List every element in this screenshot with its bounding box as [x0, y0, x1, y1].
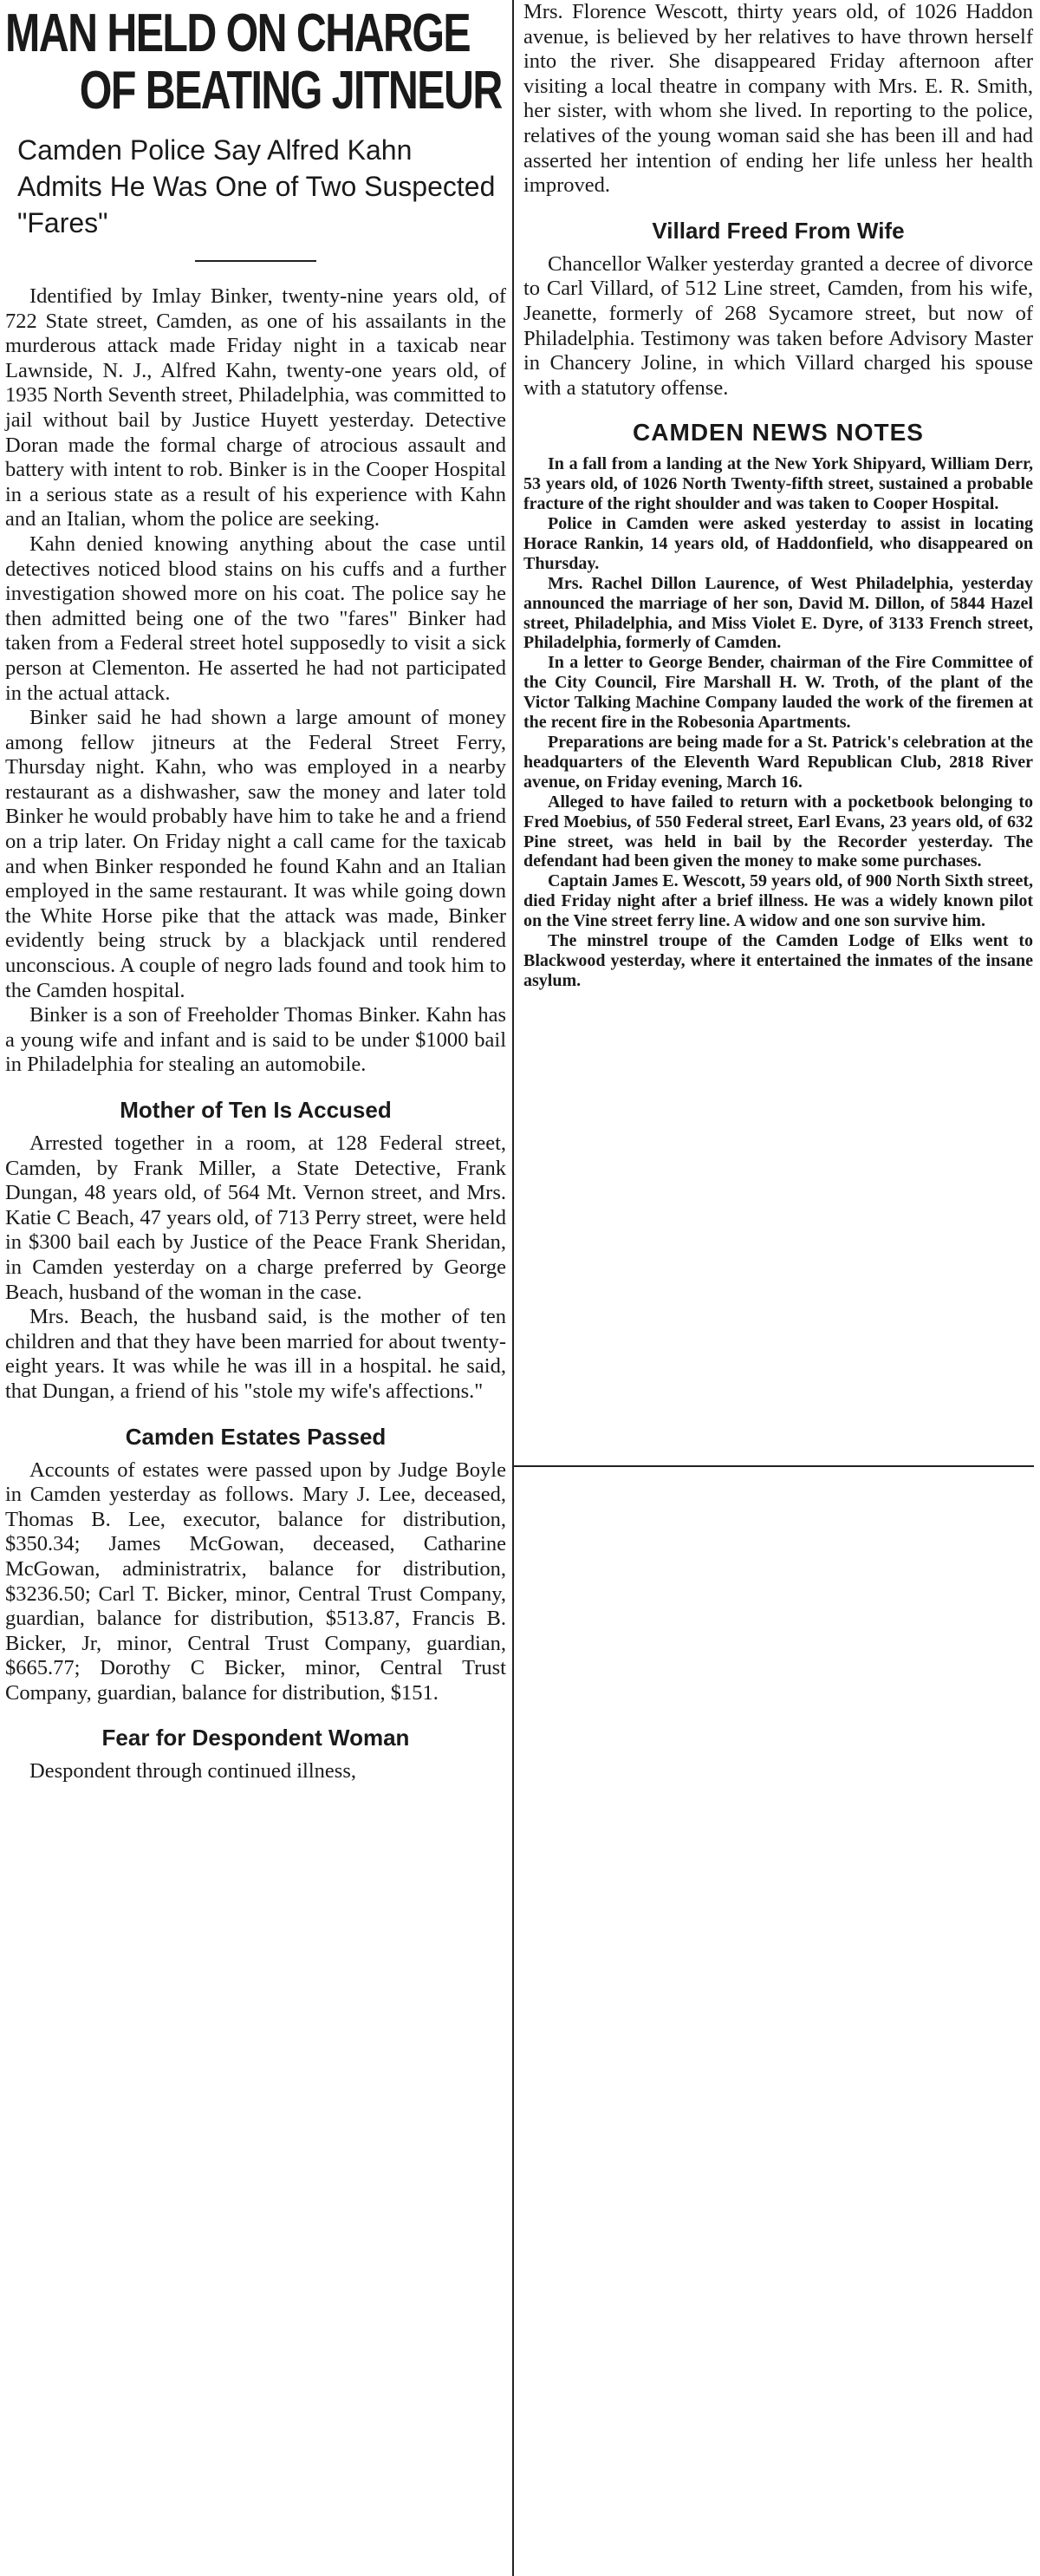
news-note-item: In a letter to George Bender, chairman of the Fire Committee of the City Council, Fire Marshall H. W. Troth, of the plant of the Victor Talking Machine Company lauded the work of the firemen at the recent fire in the Robesonia Apartments.	[523, 653, 1033, 733]
main-story-paragraph: Binker is a son of Freeholder Thomas Binker. Kahn has a young wife and infant and is said to be under $1000 bail in Philadelphia for stealing an automobile.	[5, 1003, 506, 1077]
news-note-item: Captain James E. Wescott, 59 years old, of 900 North Sixth street, died Friday night after a brief illness. He was a widely known pilot on the Vine street ferry line. A widow and one son survive him.	[523, 871, 1033, 931]
villard-paragraph: Chancellor Walker yesterday granted a decree of divorce to Carl Villard, of 512 Line street, Camden, from his wife, Jeanette, formerly of 268 Sycamore street, but now of Philadelphia. Testimony was taken before Advisory Master in Chancery Joline, in which Villard charged his spouse with a statutory offense.	[523, 251, 1033, 400]
estates-paragraph: Accounts of estates were passed upon by Judge Boyle in Camden yesterday as follows. Mary J. Lee, deceased, Thomas B. Lee, executor, balance for distribution, $350.34; James McGowan, deceased, Catharine McGowan, administratrix, balance for distribution, $3236.50; Carl T. Bicker, minor, Central Trust Company, guardian, balance for distribution, $513.87, Francis B. Bicker, Jr, minor, Central Trust Company, guardian, $665.77; Dorothy C Bicker, minor, Central Trust Company, guardian, balance for distribution, $151.	[5, 1458, 506, 1705]
news-note-item: In a fall from a landing at the New York Shipyard, William Derr, 53 years old, of 1026 North Twenty-fifth street, sustained a probable fracture of the right shoulder and was taken to Cooper Hospital.	[523, 454, 1033, 514]
deck-rule	[195, 260, 316, 262]
left-column	[5, 0, 506, 1784]
despondent-paragraph-start: Despondent through continued illness,	[29, 1759, 356, 1784]
headline-deck: Camden Police Say Alfred Kahn Admits He Was One of Two Suspected "Fares"	[17, 134, 496, 238]
mother-of-ten-paragraph: Mrs. Beach, the husband said, is the mother of ten children and that they have been married for about twenty-eight years. It was while he was ill in a hospital. he said, that Dungan, a friend of his "stole my wife's affections."	[5, 1305, 506, 1403]
headline-line-2: OF BEATING JITNEUR	[79, 61, 502, 121]
right-column	[523, 0, 1033, 991]
news-note-item: Mrs. Rachel Dillon Laurence, of West Philadelphia, yesterday announced the marriage of her son, David M. Dillon, of 5844 Hazel street, Philadelphia, and Miss Violet E. Dyre, of 3133 French street, Philadelphia, formerly of Camden.	[523, 573, 1033, 653]
villard-title: Villard Freed From Wife	[652, 217, 905, 244]
mother-of-ten-title: Mother of Ten Is Accused	[120, 1097, 392, 1123]
main-story-paragraph: Identified by Imlay Binker, twenty-nine years old, of 722 State street, Camden, as one of his assailants in the murderous attack made Friday night in a taxicab near Lawnside, N. J., Alfred Kahn, twenty-one years old, of 1935 North Seventh street, Philadelphia, was committed to jail without bail by Justice Huyett yesterday. Detective Doran made the formal charge of atrocious assault and battery with intent to rob. Binker is in the Cooper Hospital in a serious state as a result of his experience with Kahn and an Italian, whom the police are seeking.	[5, 284, 506, 532]
main-story	[5, 284, 506, 1078]
despondent-title: Fear for Despondent Woman	[101, 1725, 410, 1751]
column-end-rule	[514, 1465, 1034, 1467]
despondent-paragraph-continued: Mrs. Florence Wescott, thirty years old, of 1026 Haddon avenue, is believed by her relatives to have thrown herself into the river. She disappeared Friday afternoon after visiting a local theatre in company with Mrs. E. R. Smith, her sister, with whom she lived. In reporting to the police, relatives of the young woman said she has been ill and had asserted her intention of ending her life unless her health improved.	[523, 0, 1033, 198]
estates-title: Camden Estates Passed	[125, 1423, 387, 1450]
mother-of-ten-paragraph: Arrested together in a room, at 128 Federal street, Camden, by Frank Miller, a State Detective, Frank Dungan, 48 years old, of 564 Mt. Vernon street, and Mrs. Katie C Beach, 47 years old, of 713 Perry street, were held in $300 bail each by Justice of the Peace Frank Sheridan, in Camden yesterday on a charge preferred by George Beach, husband of the woman in the case.	[5, 1131, 506, 1304]
news-note-item: Alleged to have failed to return with a pocketbook belonging to Fred Moebius, of 550 Federal street, Earl Evans, 23 years old, of 632 Pine street, was held in bail by the Recorder yesterday. The defendant had been given the money to make some purchases.	[523, 792, 1033, 871]
news-note-item: The minstrel troupe of the Camden Lodge of Elks went to Blackwood yesterday, where it entertained the inmates of the insane asylum.	[523, 931, 1033, 990]
main-story-paragraph: Binker said he had shown a large amount of money among fellow jitneurs at the Federal Street Ferry, Thursday night. Kahn, who was employed in a nearby restaurant as a dishwasher, saw the money and later told Binker he would probably have him to take he and a friend on a trip later. On Friday night a call came for the taxicab and when Binker responded he found Kahn and an Italian employed in the same restaurant. It was while going down the White Horse pike that the attack was made, Binker evidently being struck by a blackjack until rendered unconscious. A couple of negro lads found and took him to the Camden hospital.	[5, 706, 506, 1002]
headline	[5, 5, 505, 120]
news-note-item: Preparations are being made for a St. Patrick's celebration at the headquarters of the Eleventh Ward Republican Club, 2818 River avenue, on Friday evening, March 16.	[523, 733, 1033, 792]
main-story-paragraph: Kahn denied knowing anything about the case until detectives noticed blood stains on his cuffs and a further investigation showed more on his coat. The police say he then admitted being one of the two "fares" Binker had taken from a Federal street hotel supposedly to visit a sick person at Clementon. He asserted he had not participated in the actual attack.	[5, 532, 506, 705]
column-rule	[512, 0, 514, 2576]
headline-line-1: MAN HELD ON CHARGE	[5, 3, 471, 63]
estates-story	[5, 1458, 506, 1706]
mother-of-ten-story	[5, 1131, 506, 1405]
news-note-item: Police in Camden were asked yesterday to assist in locating Horace Rankin, 14 years old, of Haddonfield, who disappeared on Thursday.	[523, 514, 1033, 573]
news-notes-title: CAMDEN NEWS NOTES	[633, 419, 924, 447]
news-notes-list	[523, 454, 1033, 990]
